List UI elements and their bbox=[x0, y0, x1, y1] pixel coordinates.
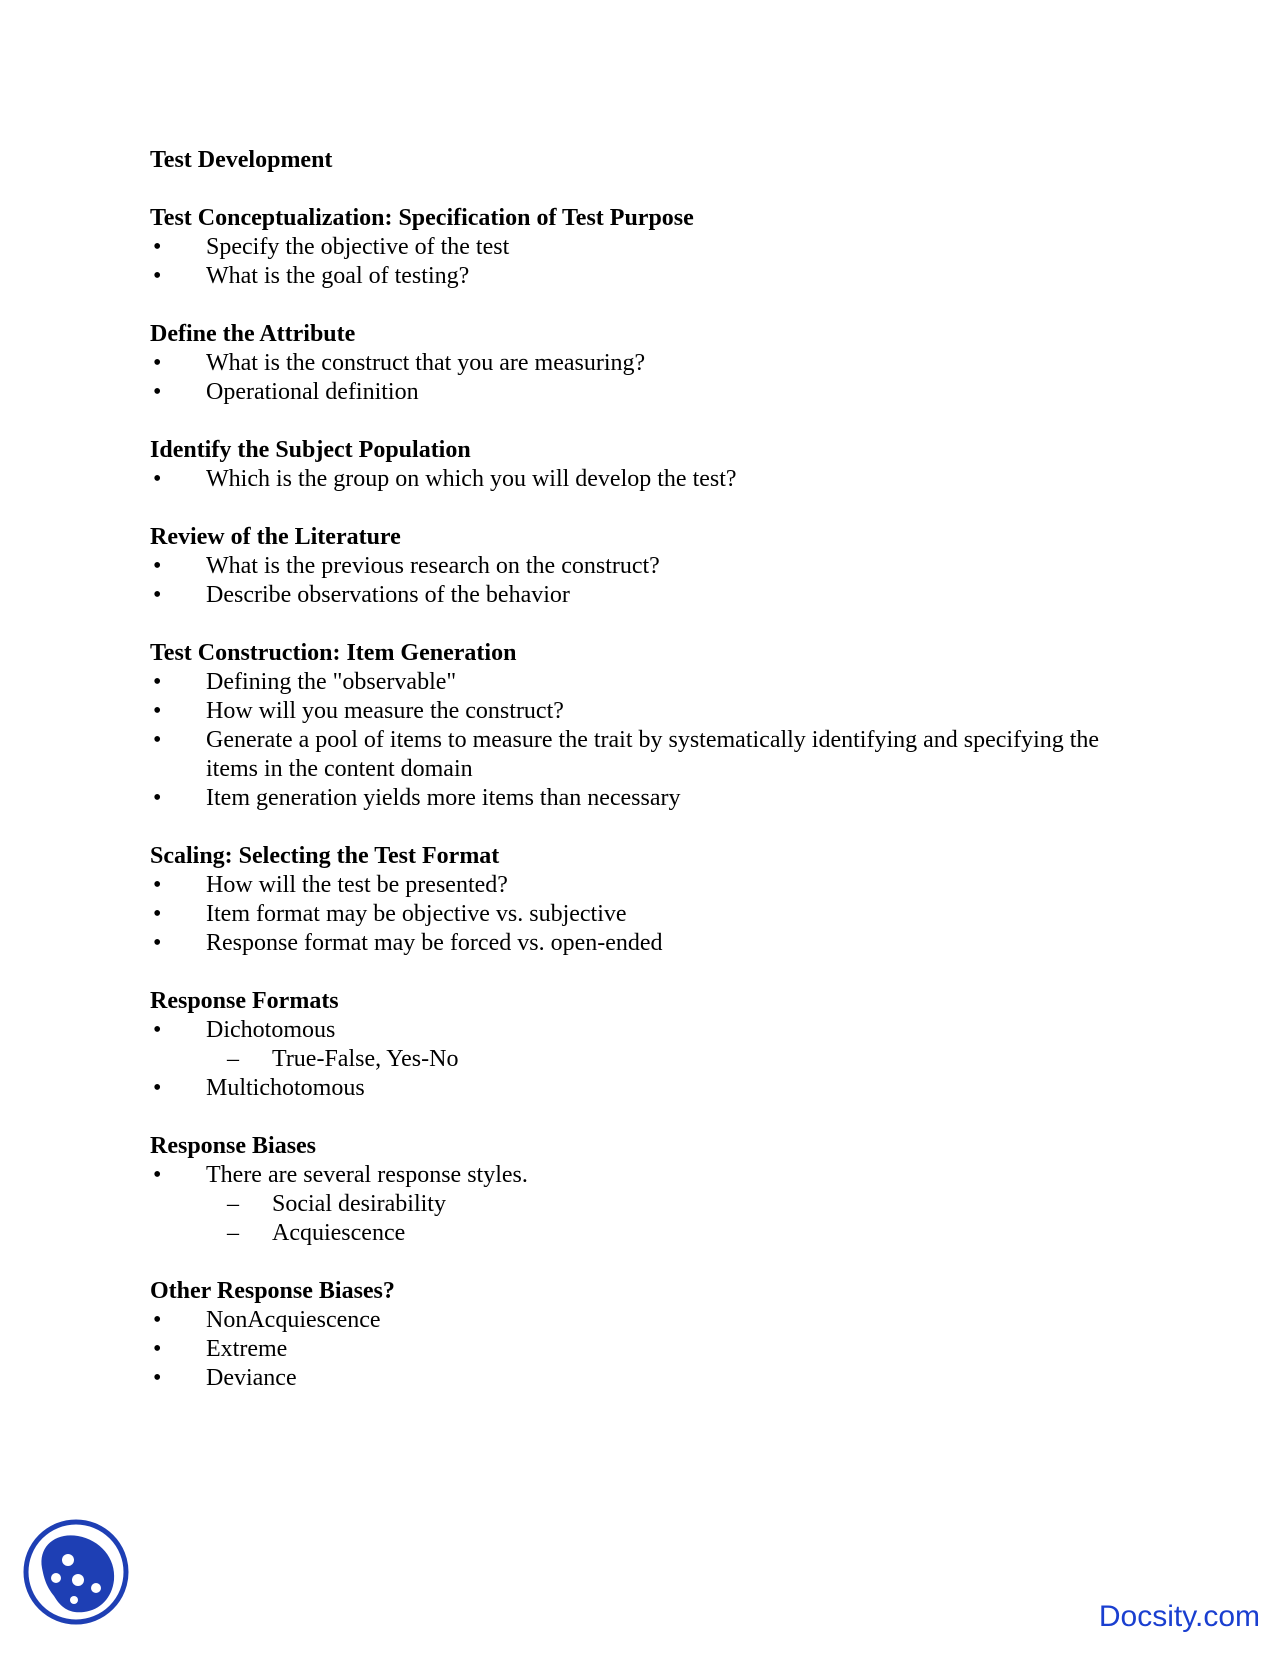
list-item bbox=[150, 465, 1150, 494]
bullet-icon: • bbox=[153, 1336, 162, 1362]
list-item bbox=[150, 581, 1150, 610]
section-heading: Test Construction: Item Generation bbox=[150, 640, 517, 666]
list-item bbox=[150, 1016, 1150, 1045]
section bbox=[150, 842, 1150, 958]
bullet-icon: • bbox=[153, 1307, 162, 1333]
document-page bbox=[150, 146, 1150, 1422]
section bbox=[150, 436, 1150, 494]
list-item-text: Defining the "observable" bbox=[206, 669, 457, 695]
list-item bbox=[150, 349, 1150, 378]
list-item-text: Deviance bbox=[206, 1365, 297, 1391]
list-item-text: NonAcquiescence bbox=[206, 1307, 381, 1333]
list-item-text: There are several response styles. bbox=[206, 1162, 528, 1188]
bullet-icon: • bbox=[153, 1365, 162, 1391]
list-item-text: Which is the group on which you will develop the test? bbox=[206, 466, 737, 492]
sub-list-item bbox=[150, 1219, 1150, 1248]
list-item bbox=[150, 233, 1150, 262]
list-item bbox=[150, 929, 1150, 958]
bullet-icon: • bbox=[153, 930, 162, 956]
section bbox=[150, 1277, 1150, 1393]
sub-list-item bbox=[150, 1190, 1150, 1219]
list-item bbox=[150, 697, 1150, 726]
document-sections bbox=[150, 204, 1150, 1393]
section-heading: Review of the Literature bbox=[150, 524, 401, 550]
bullet-icon: • bbox=[153, 698, 162, 724]
list-item-text: Response format may be forced vs. open-ended bbox=[206, 930, 663, 956]
bullet-icon: • bbox=[153, 1017, 162, 1043]
list-item bbox=[150, 668, 1150, 697]
list-item-text: What is the previous research on the construct? bbox=[206, 553, 660, 579]
list-item-text: Generate a pool of items to measure the trait by systematically identifying and specifying the items in the content domain bbox=[206, 727, 1100, 782]
list-item-text: How will the test be presented? bbox=[206, 872, 508, 898]
section bbox=[150, 1132, 1150, 1248]
list-item bbox=[150, 726, 1150, 784]
bullet-icon: • bbox=[153, 582, 162, 608]
list-item-text: Operational definition bbox=[206, 379, 419, 405]
list-item bbox=[150, 1335, 1150, 1364]
bullet-icon: • bbox=[153, 1075, 162, 1101]
section bbox=[150, 523, 1150, 610]
section-heading: Define the Attribute bbox=[150, 321, 356, 347]
document-title: Test Development bbox=[150, 147, 333, 173]
bullet-icon: • bbox=[153, 669, 162, 695]
bullet-icon: • bbox=[153, 727, 162, 753]
list-item bbox=[150, 552, 1150, 581]
sub-list-item-text: Acquiescence bbox=[272, 1220, 406, 1246]
section bbox=[150, 204, 1150, 291]
section bbox=[150, 639, 1150, 813]
section-heading: Response Biases bbox=[150, 1133, 317, 1159]
section bbox=[150, 987, 1150, 1103]
list-item-text: Describe observations of the behavior bbox=[206, 582, 570, 608]
bullet-icon: • bbox=[153, 785, 162, 811]
bullet-icon: • bbox=[153, 901, 162, 927]
section-heading: Test Conceptualization: Specification of Test Purpose bbox=[150, 205, 694, 231]
sub-list-item bbox=[150, 1045, 1150, 1074]
bullet-icon: • bbox=[153, 872, 162, 898]
list-item bbox=[150, 871, 1150, 900]
list-item-text: Specify the objective of the test bbox=[206, 234, 510, 260]
bullet-icon: • bbox=[153, 263, 162, 289]
docsity-logo-icon bbox=[20, 1516, 132, 1628]
dash-icon: – bbox=[227, 1220, 239, 1246]
bullet-icon: • bbox=[153, 234, 162, 260]
list-item-text: What is the goal of testing? bbox=[206, 263, 470, 289]
bullet-icon: • bbox=[153, 379, 162, 405]
bullet-icon: • bbox=[153, 350, 162, 376]
list-item bbox=[150, 1074, 1150, 1103]
list-item bbox=[150, 262, 1150, 291]
section bbox=[150, 320, 1150, 407]
bullet-icon: • bbox=[153, 466, 162, 492]
list-item bbox=[150, 1306, 1150, 1335]
list-item-text: Extreme bbox=[206, 1336, 288, 1362]
sub-list-item-text: Social desirability bbox=[272, 1191, 446, 1217]
list-item bbox=[150, 378, 1150, 407]
list-item bbox=[150, 1364, 1150, 1393]
list-item-text: Item generation yields more items than necessary bbox=[206, 785, 681, 811]
sub-list-item-text: True-False, Yes-No bbox=[272, 1046, 459, 1072]
list-item bbox=[150, 784, 1150, 813]
list-item-text: What is the construct that you are measuring? bbox=[206, 350, 646, 376]
list-item bbox=[150, 900, 1150, 929]
dash-icon: – bbox=[227, 1191, 239, 1217]
list-item bbox=[150, 1161, 1150, 1190]
list-item-text: Multichotomous bbox=[206, 1075, 365, 1101]
section-heading: Response Formats bbox=[150, 988, 339, 1014]
docsity-brand-link[interactable]: Docsity.com bbox=[1098, 1600, 1260, 1633]
bullet-icon: • bbox=[153, 1162, 162, 1188]
list-item-text: How will you measure the construct? bbox=[206, 698, 564, 724]
dash-icon: – bbox=[227, 1046, 239, 1072]
section-heading: Scaling: Selecting the Test Format bbox=[150, 843, 500, 869]
section-heading: Identify the Subject Population bbox=[150, 437, 471, 463]
list-item-text: Item format may be objective vs. subjective bbox=[206, 901, 627, 927]
list-item-text: Dichotomous bbox=[206, 1017, 336, 1043]
section-heading: Other Response Biases? bbox=[150, 1278, 395, 1304]
bullet-icon: • bbox=[153, 553, 162, 579]
